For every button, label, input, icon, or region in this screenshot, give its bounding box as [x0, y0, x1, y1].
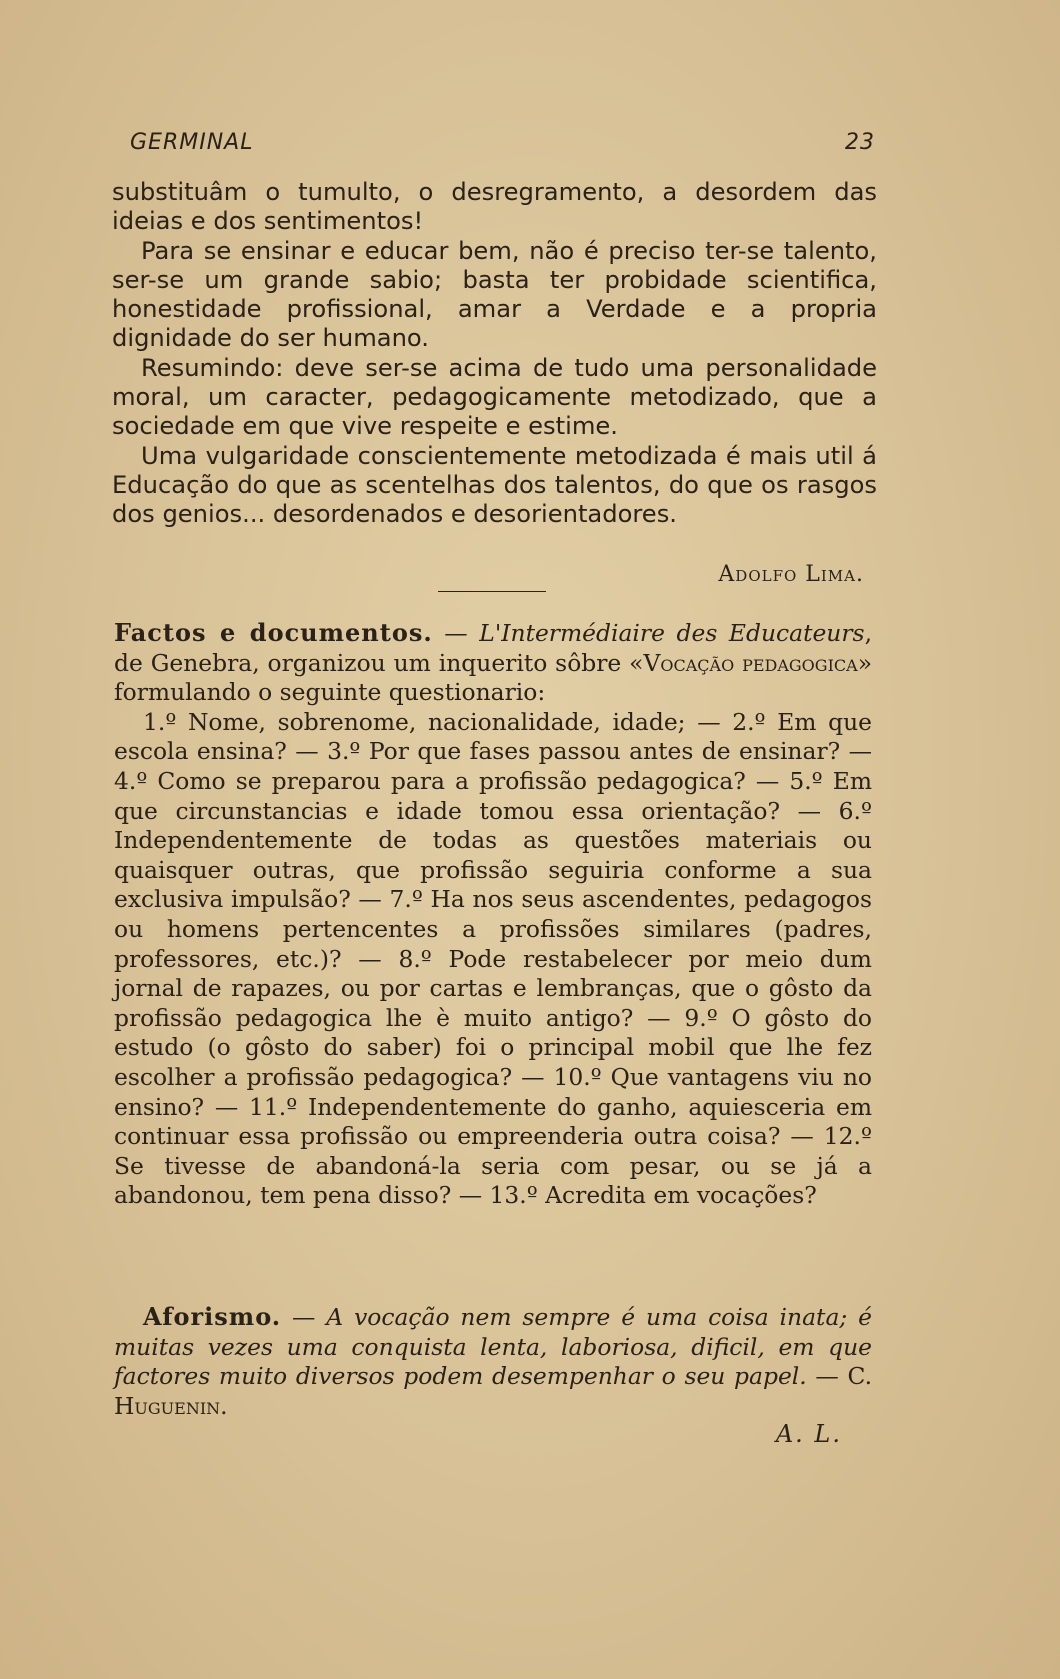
closing-initials: A. L.: [775, 1420, 842, 1448]
aphorism-dash: —: [281, 1303, 327, 1331]
survey-topic: Vocação pedagogica: [643, 648, 858, 677]
facts-section: [114, 618, 872, 1211]
paragraph-1: substituâm o tumulto, o desregramento, a desordem das ideias e dos sentimentos!: [112, 178, 877, 236]
aphorism-author: Huguenin.: [114, 1391, 228, 1420]
facts-dash: —: [432, 619, 480, 647]
running-title: GERMINAL: [130, 130, 254, 155]
questionnaire: 1.º Nome, sobrenome, nacionalidade, idade; — 2.º Em que escola ensina? — 3.º Por que fases passou antes de ensinar? — 4.º Como se preparou para a profissão pedagogica? — 5.º Em que circunstancias e idade tomou essa orientação? — 6.º Independentemente de todas as questões materiais ou quaisquer outras, que profissão seguiria conforme a sua exclusiva impulsão? — 7.º Ha nos seus ascendentes, pedagogos ou homens pertencentes a profissões similares (padres, professores, etc.)? — 8.º Pode restabelecer por meio dum jornal de rapazes, ou por cartas e lembranças, que o gôsto da profissão pedagogica lhe è muito antigo? — 9.º O gôsto do estudo (o gôsto do saber) foi o principal mobil que lhe fez escolher a profissão pedagogica? — 10.º Que vantagens viu no ensino? — 11.º Independentemente do ganho, aquiesceria em continuar essa profissão ou empreenderia outra coisa? — 12.º Se tivesse de abandoná-la seria com pesar, ou se já a abandonou, tem pena disso? — 13.º Acredita em vocações?: [114, 707, 872, 1210]
paragraph-3: Resumindo: deve ser-se acima de tudo uma personalidade moral, um caracter, pedagogicamente metodizado, que a sociedade em que vive respeite e estime.: [112, 353, 877, 441]
section-divider: [438, 591, 546, 592]
facts-intro-mid: , de Genebra, organizou um inquerito sôbre «: [114, 619, 872, 677]
facts-heading: Factos e documentos.: [114, 618, 433, 647]
author-signature: Adolfo Lima.: [718, 562, 864, 587]
running-header: [130, 130, 875, 155]
facts-intro-end: » formulando o seguinte questionario:: [114, 648, 873, 707]
aphorism-section: [114, 1302, 872, 1421]
paragraph-4: Uma vulgaridade conscientemente metodizada é mais util á Educação do que as scentelhas dos talentos, do que os rasgos dos genios... desordenados e desorientadores.: [112, 441, 877, 529]
paragraph-2: Para se ensinar e educar bem, não é preciso ter-se talento, ser-se um grande sabio; basta ter probidade scientifica, honestidade profissional, amar a Verdade e a propria dignidade do ser humano.: [112, 236, 877, 353]
article-conclusion: [112, 178, 877, 530]
aphorism-heading: Aforismo.: [143, 1302, 282, 1331]
aphorism-quote: A vocação nem sempre é uma coisa inata; é muitas vezes uma conquista lenta, laboriosa, dificil, em que factores muito diversos podem desempenhar o seu papel.: [114, 1303, 872, 1391]
page-number: 23: [845, 130, 875, 155]
source-title: L'Intermédiaire des Educateurs: [479, 619, 865, 647]
aphorism-attribution-prefix: — C.: [806, 1362, 873, 1391]
